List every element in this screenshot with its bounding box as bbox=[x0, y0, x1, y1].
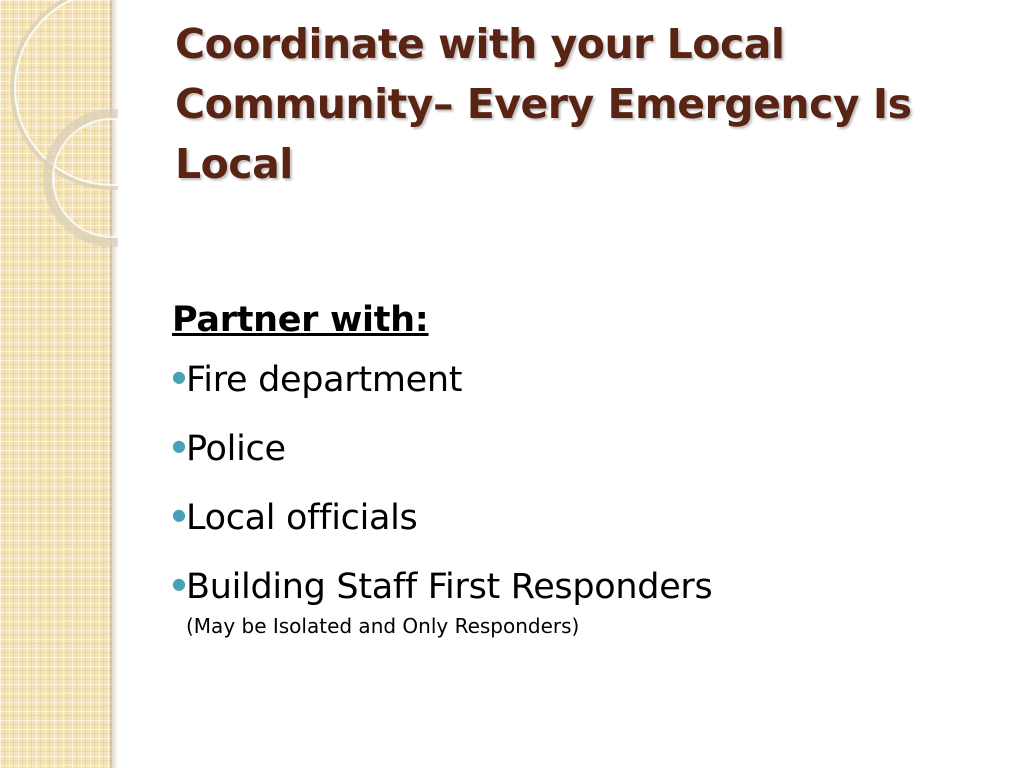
bullet-text: Local officials bbox=[186, 498, 418, 538]
list-item bbox=[172, 561, 992, 619]
partner-heading: Partner with: bbox=[172, 300, 429, 340]
bullet-text: Police bbox=[186, 429, 286, 469]
bullet-dot-icon: ● bbox=[172, 505, 186, 524]
list-item bbox=[172, 354, 992, 412]
slide-body bbox=[172, 292, 992, 639]
bullet-dot-icon: ● bbox=[172, 367, 186, 386]
bullet-list bbox=[172, 354, 992, 619]
decorative-rings-icon bbox=[0, 0, 118, 260]
list-item bbox=[172, 423, 992, 481]
bullet-text: Fire department bbox=[186, 360, 463, 400]
subnote: (May be Isolated and Only Responders) bbox=[186, 614, 580, 638]
bullet-dot-icon: ● bbox=[172, 436, 186, 455]
bullet-text: Building Staff First Responders bbox=[186, 567, 713, 607]
bullet-dot-icon: ● bbox=[172, 574, 186, 593]
slide-title: Coordinate with your Local Community– Every Emergency Is Local bbox=[175, 20, 912, 188]
list-item bbox=[172, 492, 992, 550]
